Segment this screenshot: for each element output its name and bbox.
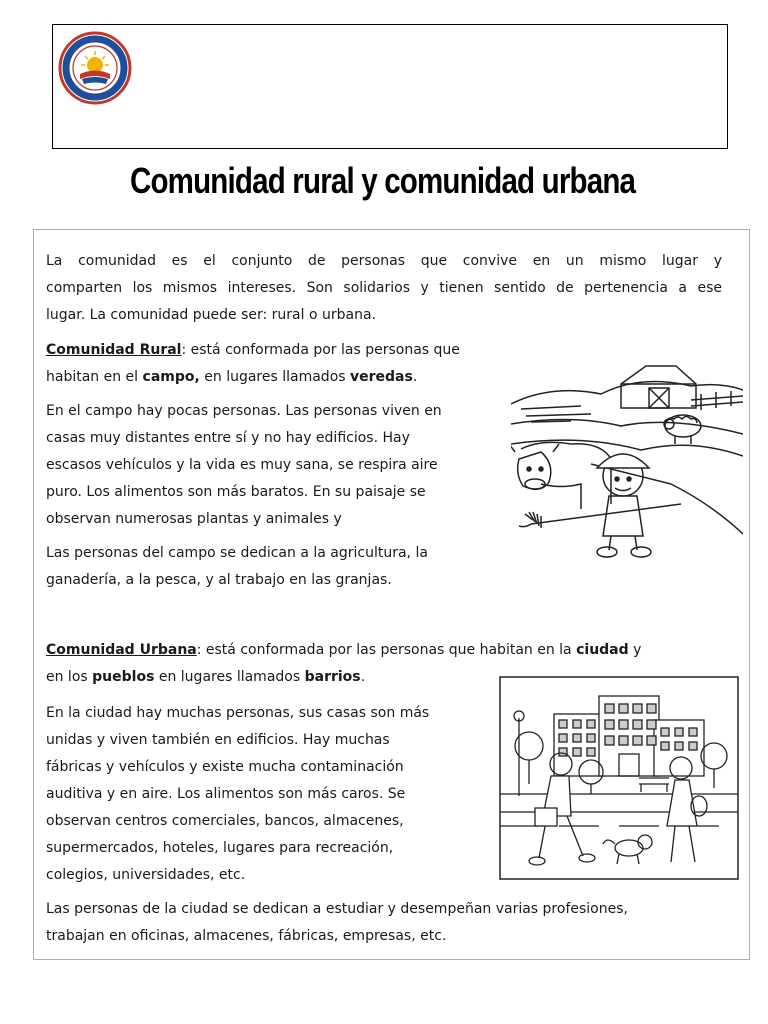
rural-def-campo: campo, bbox=[142, 369, 200, 385]
urban-body-line-3: fábricas y vehículos y existe mucha contaminación bbox=[46, 759, 404, 775]
urban-def-pueblos: pueblos bbox=[92, 669, 155, 685]
intro-line-3: lugar. La comunidad puede ser: rural o urbana. bbox=[46, 307, 376, 323]
school-logo bbox=[58, 31, 132, 105]
urban-work-line-2: trabajan en oficinas, almacenes, fábricas, empresas, etc. bbox=[46, 928, 447, 944]
rural-body-line-3: escasos vehículos y la vida es muy sana, se respira aire bbox=[46, 457, 438, 473]
rural-def-veredas: veredas bbox=[350, 369, 413, 385]
rural-def-text-c: en lugares llamados bbox=[199, 369, 351, 385]
urban-illustration bbox=[499, 676, 739, 880]
urban-def-text-e: . bbox=[360, 669, 366, 685]
rural-definition-line-2 bbox=[46, 364, 516, 391]
rural-def-text-a: : está conformada por las personas que bbox=[181, 342, 460, 358]
rural-def-text-d: . bbox=[412, 369, 418, 385]
rural-heading: Comunidad Rural bbox=[46, 342, 182, 358]
page-title: Comunidad rural y comunidad urbana bbox=[129, 160, 636, 201]
urban-body-line-4: auditiva y en aire. Los alimentos son más caros. Se bbox=[46, 786, 406, 802]
urban-body-line-2: unidas y viven también en edificios. Hay muchas bbox=[46, 732, 390, 748]
urban-def-text-d: en lugares llamados bbox=[154, 669, 305, 685]
header-box bbox=[52, 24, 728, 149]
intro-line-1: La comunidad es el conjunto de personas que convive en un mismo lugar y bbox=[46, 253, 722, 269]
rural-work-line-2: ganadería, a la pesca, y al trabajo en las granjas. bbox=[46, 572, 392, 588]
rural-body-line-1: En el campo hay pocas personas. Las personas viven en bbox=[46, 403, 442, 419]
urban-def-barrios: barrios bbox=[304, 669, 361, 685]
rural-work-line-1: Las personas del campo se dedican a la agricultura, la bbox=[46, 545, 428, 561]
rural-definition-line-1 bbox=[46, 337, 516, 364]
urban-body-line-6: supermercados, hoteles, lugares para recreación, bbox=[46, 840, 394, 856]
urban-definition-line-1 bbox=[46, 637, 736, 664]
urban-def-text-a: : está conformada por las personas que habitan en la bbox=[196, 642, 577, 658]
urban-body-line-5: observan centros comerciales, bancos, almacenes, bbox=[46, 813, 404, 829]
urban-def-ciudad: ciudad bbox=[576, 642, 629, 658]
urban-heading: Comunidad Urbana bbox=[46, 642, 197, 658]
rural-body-line-2: casas muy distantes entre sí y no hay edificios. Hay bbox=[46, 430, 410, 446]
urban-body-line-7: colegios, universidades, etc. bbox=[46, 867, 246, 883]
rural-illustration bbox=[511, 364, 743, 560]
content-box bbox=[33, 229, 750, 960]
rural-body-line-5: observan numerosas plantas y animales y bbox=[46, 511, 342, 527]
intro-line-2: comparten los mismos intereses. Son solidarios y tienen sentido de pertenencia a ese bbox=[46, 280, 722, 296]
urban-def-text-b: y bbox=[628, 642, 642, 658]
urban-def-text-c: en los bbox=[46, 669, 93, 685]
urban-work-line-1: Las personas de la ciudad se dedican a estudiar y desempeñan varias profesiones, bbox=[46, 901, 628, 917]
rural-def-text-b: habitan en el bbox=[46, 369, 143, 385]
urban-body-line-1: En la ciudad hay muchas personas, sus casas son más bbox=[46, 705, 430, 721]
rural-body-line-4: puro. Los alimentos son más baratos. En su paisaje se bbox=[46, 484, 426, 500]
